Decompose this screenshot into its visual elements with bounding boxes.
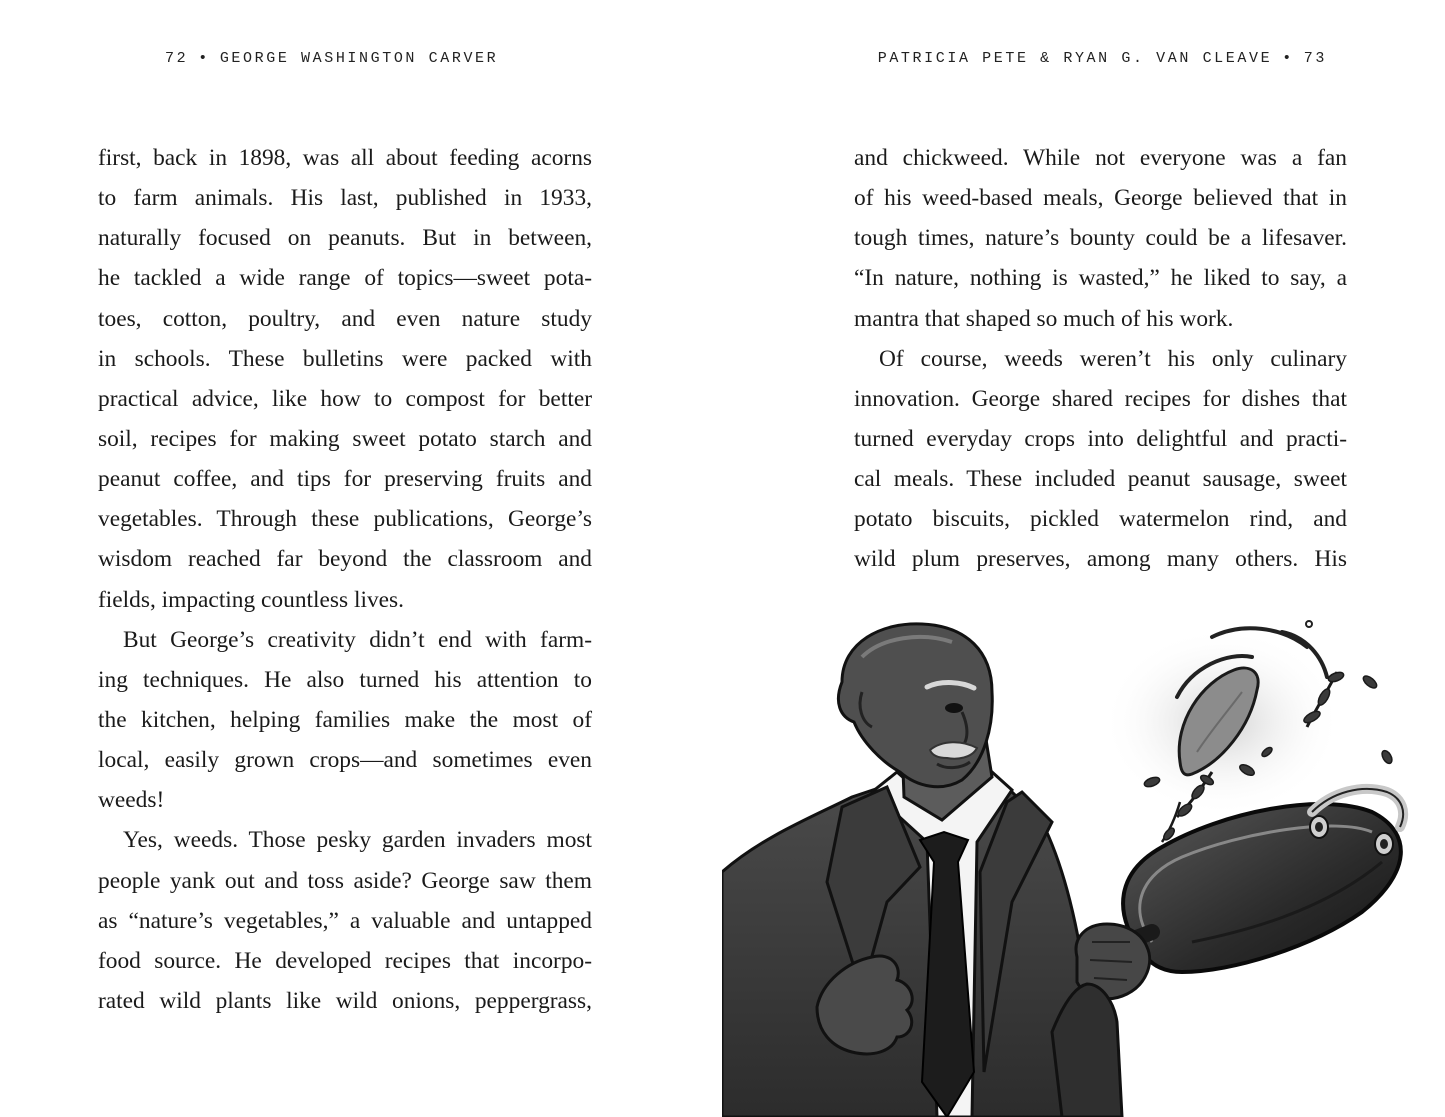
text-line: the kitchen, helping families make the most of [98,706,592,733]
book-title: GEORGE WASHINGTON CARVER [219,50,499,67]
text-line: vegetables. Through these publications, George’s [98,506,592,533]
text-line: toes, cotton, poultry, and even nature study [98,305,592,332]
text-line: Of course, weeds weren’t his only culinary [879,345,1347,372]
text-line: practical advice, like how to compost for better [98,385,592,412]
text-line: Yes, weeds. Those pesky garden invaders most [123,827,592,854]
text-line: local, easily grown crops—and sometimes even [98,747,592,774]
text-line: rated wild plants like wild onions, peppergrass, [98,987,592,1014]
text-line: But George’s creativity didn’t end with farm- [123,626,592,653]
left-body-text [98,138,592,1021]
illustration-carver-with-skillet [722,612,1445,1117]
header-separator: • [1282,50,1294,67]
text-line: as “nature’s vegetables,” a valuable and untapped [98,907,592,934]
page-number: 72 [165,50,189,67]
text-line: wisdom reached far beyond the classroom and [98,546,592,573]
text-line: soil, recipes for making sweet potato starch and [98,425,592,452]
text-line: wild plum preserves, among many others. His [854,546,1347,573]
text-line: naturally focused on peanuts. But in between, [98,225,592,252]
text-line: food source. He developed recipes that incorpo- [98,947,592,974]
text-line: first, back in 1898, was all about feeding acorns [98,145,592,171]
text-line: people yank out and toss aside? George saw them [98,867,592,894]
right-running-head [878,50,1327,67]
carver-head [838,624,992,787]
header-separator: • [198,50,210,67]
text-line: turned everyday crops into delightful and practi- [854,425,1347,452]
text-line: mantra that shaped so much of his work. [854,305,1234,332]
text-line: and chickweed. While not everyone was a fan [854,145,1347,171]
text-line: ing techniques. He also turned his attention to [98,666,592,693]
text-line: cal meals. These included peanut sausage, sweet [854,466,1347,493]
text-line: innovation. George shared recipes for dishes that [854,385,1347,412]
text-line: peanut coffee, and tips for preserving fruits and [98,466,592,493]
text-line: of his weed-based meals, George believed that in [854,185,1347,212]
right-body-text [854,138,1347,580]
text-line: tough times, nature’s bounty could be a lifesaver. [854,225,1347,252]
author-names: PATRICIA PETE & RYAN G. VAN CLEAVE [877,50,1273,67]
text-line: he tackled a wide range of topics—sweet pota- [98,265,592,292]
left-page [0,0,722,1117]
page-number: 73 [1303,50,1327,67]
text-line: potato biscuits, pickled watermelon rind, and [854,506,1347,533]
right-page [722,0,1445,1117]
text-line: weeds! [98,787,165,814]
text-line: “In nature, nothing is wasted,” he liked to say, a [854,265,1347,292]
text-line: to farm animals. His last, published in 1933, [98,185,592,212]
left-running-head [165,50,498,67]
text-line: in schools. These bulletins were packed with [98,345,592,372]
text-line: fields, impacting countless lives. [98,586,404,613]
